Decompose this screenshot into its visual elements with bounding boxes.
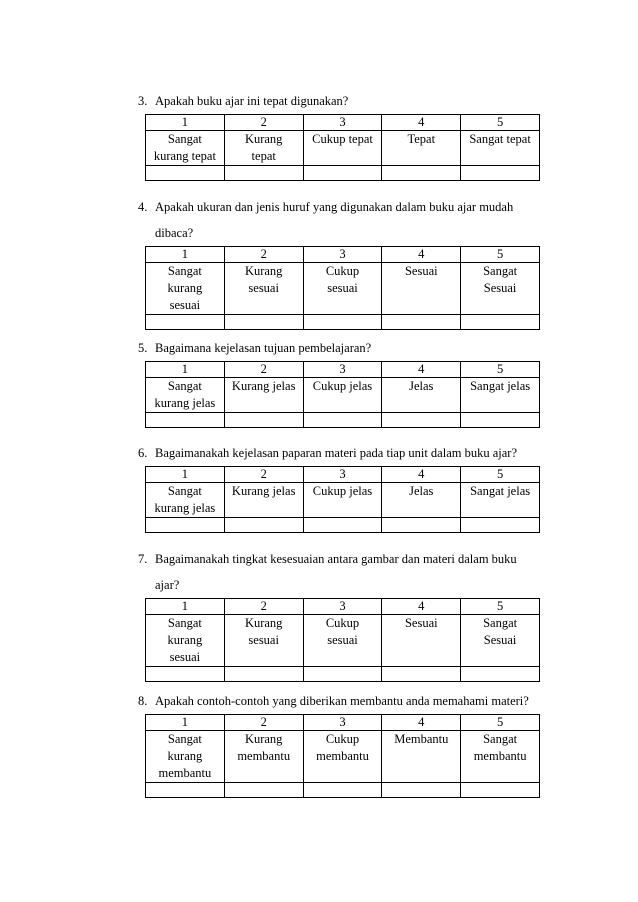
- scale-5: 5: [461, 115, 540, 131]
- question-6: [138, 440, 540, 533]
- scale-2: 2: [224, 715, 303, 731]
- rating-table: [145, 246, 540, 330]
- label-3: Cukup membantu: [316, 732, 369, 763]
- answer-cell-4[interactable]: [382, 783, 461, 798]
- question-line: Bagaimanakah kejelasan paparan materi pada tiap unit dalam buku ajar?: [155, 446, 517, 460]
- label-2: Kurang membantu: [237, 732, 291, 763]
- rating-table: [145, 361, 540, 428]
- label-4: Jelas: [409, 379, 434, 393]
- scale-1: 1: [146, 715, 225, 731]
- label-1: Sangat kurang sesuai: [167, 264, 203, 312]
- scale-1: 1: [146, 467, 225, 483]
- answer-cell-4[interactable]: [382, 518, 461, 533]
- label-3: Cukup tepat: [312, 132, 373, 146]
- scale-2: 2: [224, 599, 303, 615]
- question-line: Bagaimanakah tingkat kesesuaian antara gambar dan materi dalam buku: [155, 552, 517, 566]
- question-line: Apakah contoh-contoh yang diberikan membantu anda memahami materi?: [155, 694, 529, 708]
- scale-5: 5: [461, 467, 540, 483]
- label-4: Jelas: [409, 484, 434, 498]
- scale-4: 4: [382, 467, 461, 483]
- question-line-continued: dibaca?: [155, 226, 194, 240]
- answer-cell-5[interactable]: [461, 783, 540, 798]
- label-1: Sangat kurang sesuai: [167, 616, 203, 664]
- label-5: Sangat Sesuai: [483, 616, 518, 647]
- answer-cell-3[interactable]: [303, 518, 382, 533]
- question-number: 5.: [138, 341, 148, 355]
- label-5: Sangat Sesuai: [483, 264, 518, 295]
- label-1: Sangat kurang tepat: [153, 132, 216, 163]
- question-number: 4.: [138, 200, 148, 214]
- answer-cell-5[interactable]: [461, 518, 540, 533]
- answer-cell-2[interactable]: [224, 166, 303, 181]
- question-text: [138, 546, 540, 598]
- scale-1: 1: [146, 362, 225, 378]
- label-5: Sangat membantu: [473, 732, 527, 763]
- scale-3: 3: [303, 247, 382, 263]
- answer-cell-4[interactable]: [382, 413, 461, 428]
- answer-cell-5[interactable]: [461, 413, 540, 428]
- scale-2: 2: [224, 247, 303, 263]
- label-4: Sesuai: [404, 264, 438, 278]
- scale-2: 2: [224, 467, 303, 483]
- answer-cell-3[interactable]: [303, 667, 382, 682]
- scale-1: 1: [146, 115, 225, 131]
- rating-table: [145, 466, 540, 533]
- scale-1: 1: [146, 247, 225, 263]
- label-3: Cukup sesuai: [325, 264, 360, 295]
- question-text: [138, 194, 540, 246]
- question-line: Apakah ukuran dan jenis huruf yang digunakan dalam buku ajar mudah: [155, 200, 514, 214]
- label-5: Sangat jelas: [470, 484, 531, 498]
- answer-cell-1[interactable]: [146, 166, 225, 181]
- label-4: Sesuai: [404, 616, 438, 630]
- label-1: Sangat kurang membantu: [158, 732, 212, 780]
- answer-cell-2[interactable]: [224, 413, 303, 428]
- question-5: [138, 335, 540, 428]
- answer-cell-3[interactable]: [303, 783, 382, 798]
- label-4: Tepat: [407, 132, 436, 146]
- scale-2: 2: [224, 115, 303, 131]
- question-line: Apakah buku ajar ini tepat digunakan?: [155, 94, 349, 108]
- scale-3: 3: [303, 467, 382, 483]
- label-2: Kurang sesuai: [244, 616, 283, 647]
- label-2: Kurang jelas: [231, 484, 296, 498]
- scale-4: 4: [382, 247, 461, 263]
- scale-4: 4: [382, 115, 461, 131]
- label-2: Kurang jelas: [231, 379, 296, 393]
- scale-3: 3: [303, 115, 382, 131]
- label-5: Sangat jelas: [470, 379, 531, 393]
- scale-4: 4: [382, 715, 461, 731]
- scale-5: 5: [461, 247, 540, 263]
- answer-cell-5[interactable]: [461, 315, 540, 330]
- answer-cell-2[interactable]: [224, 518, 303, 533]
- question-line: Bagaimana kejelasan tujuan pembelajaran?: [155, 341, 372, 355]
- label-1: Sangat kurang jelas: [154, 379, 216, 410]
- answer-cell-2[interactable]: [224, 315, 303, 330]
- question-text: [138, 335, 540, 361]
- rating-table: [145, 714, 540, 798]
- scale-3: 3: [303, 362, 382, 378]
- answer-cell-5[interactable]: [461, 166, 540, 181]
- label-5: Sangat tepat: [469, 132, 531, 146]
- label-2: Kurang sesuai: [244, 264, 283, 295]
- scale-1: 1: [146, 599, 225, 615]
- scale-4: 4: [382, 362, 461, 378]
- question-7: [138, 546, 540, 682]
- scale-3: 3: [303, 715, 382, 731]
- answer-cell-2[interactable]: [224, 783, 303, 798]
- question-text: [138, 88, 540, 114]
- question-number: 8.: [138, 694, 148, 708]
- answer-cell-1[interactable]: [146, 315, 225, 330]
- rating-table: [145, 598, 540, 682]
- answer-cell-1[interactable]: [146, 667, 225, 682]
- answer-cell-2[interactable]: [224, 667, 303, 682]
- label-3: Cukup sesuai: [325, 616, 360, 647]
- label-3: Cukup jelas: [312, 484, 373, 498]
- question-line-continued: ajar?: [155, 578, 180, 592]
- question-number: 7.: [138, 552, 148, 566]
- question-4: [138, 194, 540, 330]
- scale-4: 4: [382, 599, 461, 615]
- label-4: Membantu: [394, 732, 449, 746]
- answer-cell-1[interactable]: [146, 413, 225, 428]
- answer-cell-4[interactable]: [382, 166, 461, 181]
- scale-5: 5: [461, 715, 540, 731]
- label-1: Sangat kurang jelas: [154, 484, 216, 515]
- label-2: Kurang tepat: [244, 132, 283, 163]
- rating-table: [145, 114, 540, 181]
- question-3: [138, 88, 540, 181]
- answer-cell-1[interactable]: [146, 783, 225, 798]
- scale-5: 5: [461, 362, 540, 378]
- answer-cell-1[interactable]: [146, 518, 225, 533]
- question-number: 3.: [138, 94, 148, 108]
- question-number: 6.: [138, 446, 148, 460]
- label-3: Cukup jelas: [312, 379, 373, 393]
- answer-cell-4[interactable]: [382, 315, 461, 330]
- answer-cell-3[interactable]: [303, 413, 382, 428]
- answer-cell-3[interactable]: [303, 315, 382, 330]
- question-text: [138, 688, 540, 714]
- scale-2: 2: [224, 362, 303, 378]
- scale-5: 5: [461, 599, 540, 615]
- answer-cell-4[interactable]: [382, 667, 461, 682]
- answer-cell-5[interactable]: [461, 667, 540, 682]
- question-text: [138, 440, 540, 466]
- question-8: [138, 688, 540, 798]
- scale-3: 3: [303, 599, 382, 615]
- answer-cell-3[interactable]: [303, 166, 382, 181]
